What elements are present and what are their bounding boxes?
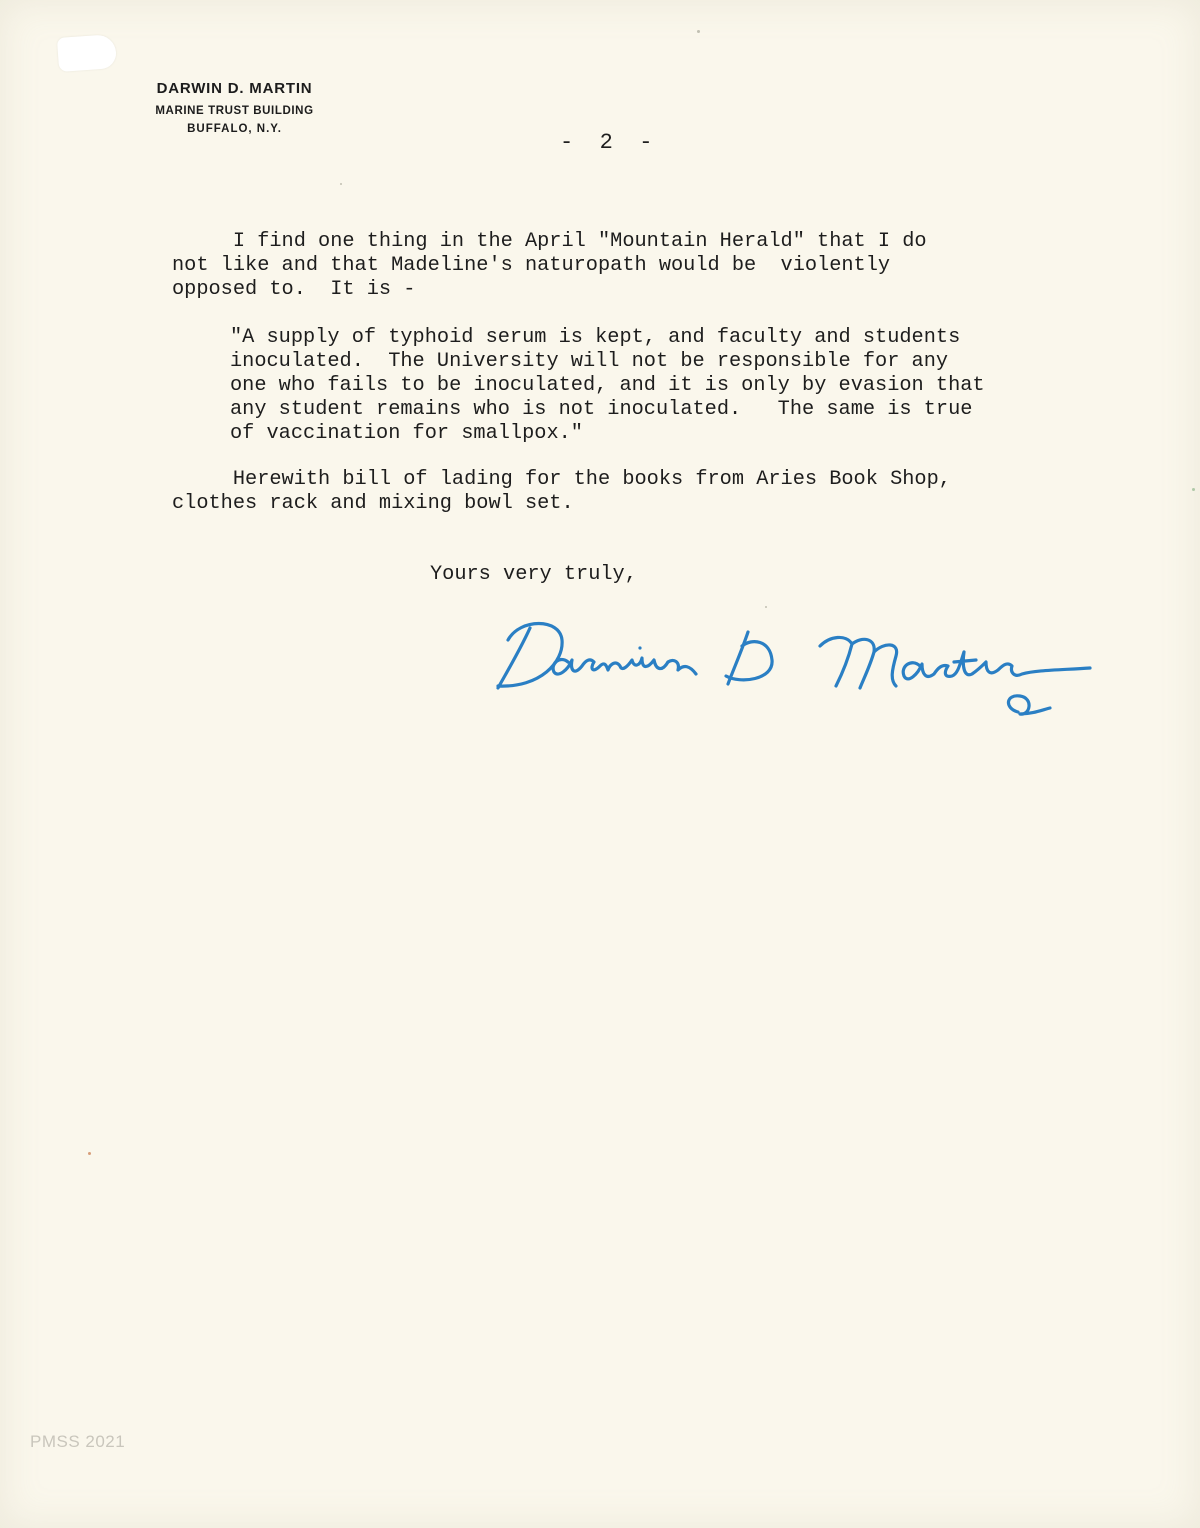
paragraph-bill: Herewith bill of lading for the books from Aries Book Shop, clothes rack and mixing bowl set. xyxy=(172,468,951,515)
paper-speck xyxy=(765,606,767,608)
letterhead xyxy=(132,80,337,135)
paragraph-quote: "A supply of typhoid serum is kept, and faculty and students inoculated. The University will not be responsible for any one who fails to be inoculated, and it is only by evasion that any student remains who is not inoculated. The same is true of vaccination for smallpox." xyxy=(230,326,985,445)
paper-tear xyxy=(57,34,117,72)
paper-speck xyxy=(88,1152,91,1155)
paragraph-intro: I find one thing in the April "Mountain Herald" that I do not like and that Madeline's naturopath would be violently opposed to. It is - xyxy=(172,230,927,301)
letterhead-name: DARWIN D. MARTIN xyxy=(156,80,313,97)
paper-speck xyxy=(1192,488,1195,491)
signature xyxy=(490,600,1110,730)
paper-speck xyxy=(340,183,342,185)
archive-watermark: PMSS 2021 xyxy=(30,1432,126,1451)
closing: Yours very truly, xyxy=(430,563,637,586)
page-number: - 2 - xyxy=(560,130,653,155)
paper-speck xyxy=(697,30,700,33)
letterhead-building: MARINE TRUST BUILDING xyxy=(155,105,314,117)
letterhead-city: BUFFALO, N.Y. xyxy=(187,123,282,135)
